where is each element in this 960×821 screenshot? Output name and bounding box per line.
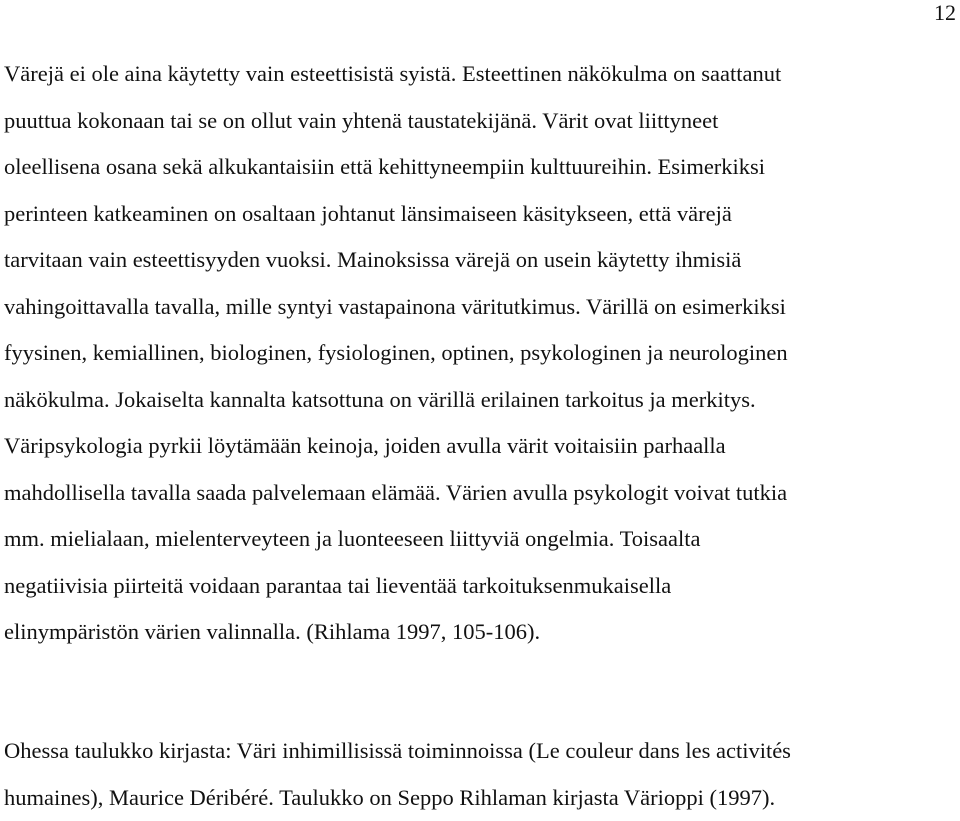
- text-line: Värejä ei ole aina käytetty vain esteettisistä syistä. Esteettinen näkökulma on saattanut: [4, 51, 788, 98]
- text-line: näkökulma. Jokaiselta kannalta katsottuna on värillä erilainen tarkoitus ja merkitys.: [4, 377, 788, 424]
- text-line: elinympäristön värien valinnalla. (Rihlama 1997, 105-106).: [4, 609, 788, 656]
- text-line: Väripsykologia pyrkii löytämään keinoja, joiden avulla värit voitaisiin parhaalla: [4, 423, 788, 470]
- text-line: puuttua kokonaan tai se on ollut vain yhtenä taustatekijänä. Värit ovat liittyneet: [4, 98, 788, 145]
- body-paragraph-color-psychology: [4, 51, 788, 656]
- text-line: Ohessa taulukko kirjasta: Väri inhimillisissä toiminnoissa (Le couleur dans les activités: [4, 728, 791, 775]
- text-line: tarvitaan vain esteettisyyden vuoksi. Mainoksissa värejä on usein käytetty ihmisiä: [4, 237, 788, 284]
- text-line: negatiivisia piirteitä voidaan parantaa tai lieventää tarkoituksenmukaisella: [4, 563, 788, 610]
- body-paragraph-table-source: [4, 728, 791, 821]
- text-line: mahdollisella tavalla saada palvelemaan elämää. Värien avulla psykologit voivat tutkia: [4, 470, 788, 517]
- text-line: vahingoittavalla tavalla, mille syntyi vastapainona väritutkimus. Värillä on esimerkiksi: [4, 284, 788, 331]
- text-line: perinteen katkeaminen on osaltaan johtanut länsimaiseen käsitykseen, että värejä: [4, 191, 788, 238]
- text-line: oleellisena osana sekä alkukantaisiin että kehittyneempiin kulttuureihin. Esimerkiksi: [4, 144, 788, 191]
- page-number: 12: [934, 0, 956, 26]
- text-line: mm. mielialaan, mielenterveyteen ja luonteeseen liittyviä ongelmia. Toisaalta: [4, 516, 788, 563]
- text-line: fyysinen, kemiallinen, biologinen, fysiologinen, optinen, psykologinen ja neurologinen: [4, 330, 788, 377]
- text-line: humaines), Maurice Déribéré. Taulukko on Seppo Rihlaman kirjasta Värioppi (1997).: [4, 775, 791, 821]
